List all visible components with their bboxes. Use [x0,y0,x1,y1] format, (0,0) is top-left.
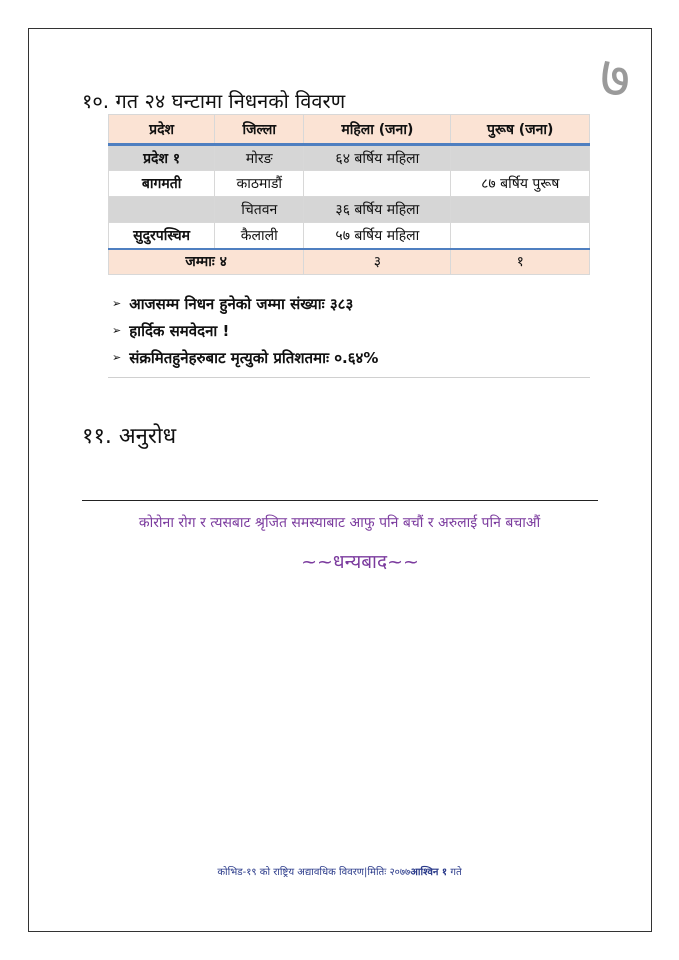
cell-male [451,223,590,249]
cell-male: ८७ बर्षिय पुरूष [451,171,590,197]
cell-district: काठमाडौं [215,171,304,197]
deaths-table [108,114,590,275]
table-header-row [109,115,590,145]
header-district: जिल्ला [215,115,304,145]
note-text: हार्दिक समवेदना ! [129,321,230,340]
cell-province: प्रदेश १ [109,145,215,171]
cell-province: बागमती [109,171,215,197]
header-female: महिला (जना) [304,115,451,145]
cell-female: ५७ बर्षिय महिला [304,223,451,249]
cell-district: कैलाली [215,223,304,249]
list-item [108,290,590,317]
appeal-text: कोरोना रोग र त्यसबाट श्रृजित समस्याबाट आफु पनि बचौं र अरुलाई पनि बचाऔं [138,515,541,531]
cell-male [451,145,590,171]
total-label: जम्माः ४ [109,249,304,275]
note-text: संक्रमितहुनेहरुबाट मृत्युको प्रतिशतमाः ०.६४% [129,348,379,367]
footer-date: आश्विन १ [410,867,448,878]
arrow-bullet-icon: ➢ [112,323,122,337]
list-item [108,344,590,371]
footer-text: कोभिड-१९ को राष्ट्रिय अद्यावधिक विवरण|मितिः २०७७ [217,867,411,878]
cell-female: ३६ बर्षिय महिला [304,197,451,223]
cell-female: ६४ बर्षिय महिला [304,145,451,171]
table-row [109,171,590,197]
section-11-heading: ११. अनुरोध [82,424,177,449]
footer-suffix: गते [450,867,462,878]
total-female: ३ [304,249,451,275]
note-text: आजसम्म निधन हुनेको जम्मा संख्याः ३८३ [129,294,354,313]
cell-female [304,171,451,197]
notes-list [108,290,590,378]
cell-district: चितवन [215,197,304,223]
header-male: पुरूष (जना) [451,115,590,145]
table-row [109,145,590,171]
cell-male [451,197,590,223]
section-10-heading: १०. गत २४ घन्टामा निधनको विवरण [82,89,346,113]
cell-district: मोरङ [215,145,304,171]
total-male: १ [451,249,590,275]
table-total-row [109,249,590,275]
table-row [109,197,590,223]
cell-province [109,197,215,223]
thanks-text: ~~धन्यबाद~~ [301,551,419,573]
page-number: ७ [600,43,631,111]
arrow-bullet-icon: ➢ [112,350,122,364]
cell-province: सुदुरपस्चिम [109,223,215,249]
divider [82,500,598,501]
header-province: प्रदेश [109,115,215,145]
table-row [109,223,590,249]
page-footer [0,864,679,878]
list-item [108,317,590,344]
arrow-bullet-icon: ➢ [112,296,122,310]
